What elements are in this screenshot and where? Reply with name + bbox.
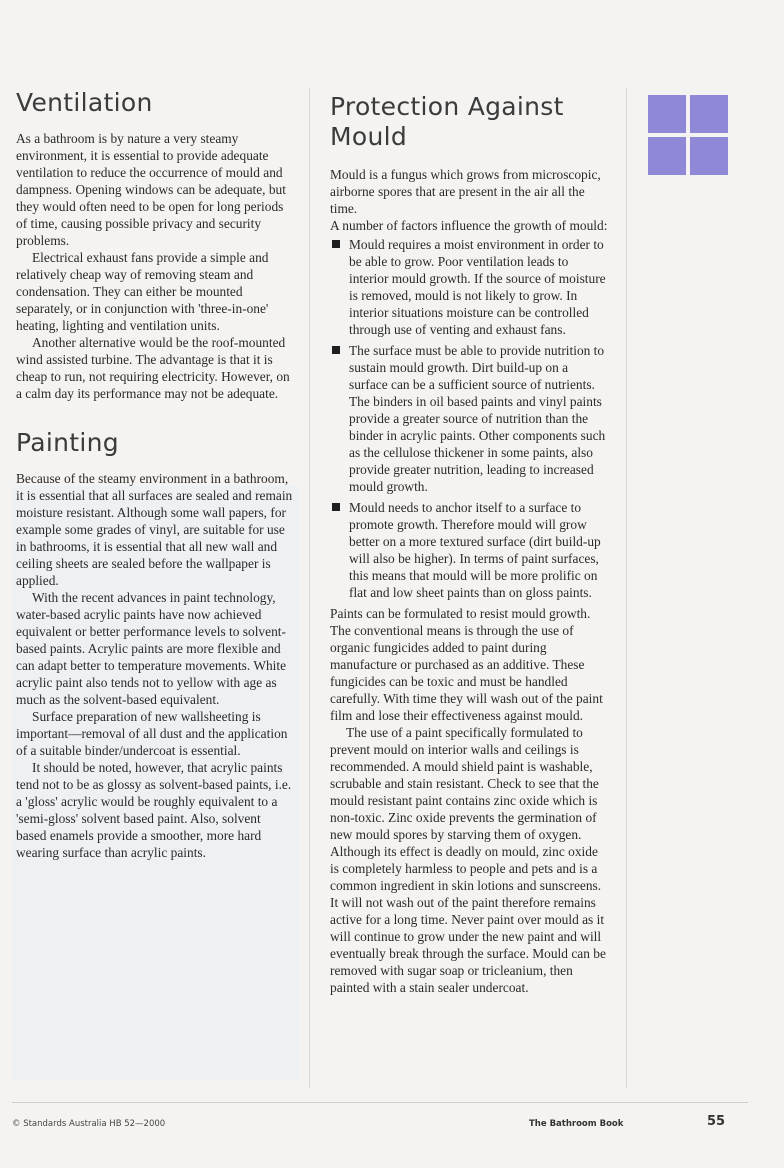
- list-item: Mould needs to anchor itself to a surface to promote growth. Therefore mould will grow better on a more textured surface (dirt build-up will also be higher). In terms of paint surfaces, this means that mould will be more prolific on flat and low sheet paints than on gloss paints.: [330, 499, 608, 601]
- tile-square: [648, 95, 686, 133]
- painting-paragraph: With the recent advances in paint technology, water-based acrylic paints have now achieved equivalent or better performance levels to solvent-based paints. Acrylic paints are more flexible and can adapt better to temperature movements. White acrylic paint also tends not to yellow with age as much as the solvent-based equivalent.: [16, 590, 287, 707]
- painting-paragraph: Surface preparation of new wallsheeting is important—removal of all dust and the application of a suitable binder/undercoat is essential.: [16, 709, 288, 758]
- list-item: Mould requires a moist environment in order to be able to grow. Poor ventilation leads to interior mould growth. If the source of moisture is removed, mould is not likely to grow. In interior situations moisture can be controlled through use of venting and exhaust fans.: [330, 236, 608, 338]
- mould-heading: Protection Against Mould: [330, 92, 564, 151]
- ventilation-paragraph: Electrical exhaust fans provide a simple and relatively cheap way of removing steam and condensation. They can either be mounted separately, or in conjunction with 'three-in-one' heating, lighting and ventilation units.: [16, 250, 269, 333]
- decorative-tile-logo: [648, 95, 728, 175]
- painting-paragraph: It should be noted, however, that acrylic paints tend not to be as glossy as solvent-based paints, i.e. a 'gloss' acrylic would be roughly equivalent to a 'semi-gloss' solvent based paint. Also, solvent based enamels provide a smoother, more hard wearing surface than acrylic paints.: [16, 760, 292, 860]
- painting-heading: Painting: [16, 428, 119, 457]
- margin-divider: [626, 88, 627, 1088]
- painting-paragraph: Because of the steamy environment in a bathroom, it is essential that all surfaces are sealed and remain moisture resistant. Although some wall papers, for example some grades of vinyl, are suitable for use in bathrooms, it is essential that all new wall and ceiling sheets are sealed before the wallpaper is applied.: [16, 471, 293, 588]
- left-column: [16, 88, 294, 861]
- right-column: [330, 92, 608, 996]
- tile-square: [648, 137, 686, 175]
- footer-copyright: © Standards Australia HB 52—2000: [12, 1119, 166, 1129]
- footer-divider: [12, 1102, 748, 1103]
- tile-square: [690, 95, 728, 133]
- ventilation-heading: Ventilation: [16, 88, 153, 117]
- list-item: The surface must be able to provide nutrition to sustain mould growth. Dirt build-up on a surface can be a sufficient source of nutrients. The binders in oil based paints and vinyl paints provide a greater source of nutrition than the binder in acrylic paints. Other components such as the cellulose thickener in some paints, also provide greater nutrition, leading to increased mould growth.: [330, 342, 608, 495]
- mould-paragraph: Paints can be formulated to resist mould growth. The conventional means is through the use of organic fungicides added to paint during manufacture or purchased as an additive. These fungicides can be toxic and must be handled carefully. With time they will wash out of the paint film and lose their effectiveness against mould.: [330, 606, 603, 723]
- ventilation-paragraph: Another alternative would be the roof-mounted wind assisted turbine. The advantage is that it is cheap to run, not requiring electricity. However, on a calm day its performance may not be adequate.: [16, 335, 290, 401]
- tile-square: [690, 137, 728, 175]
- ventilation-paragraph: As a bathroom is by nature a very steamy environment, it is essential to provide adequate ventilation to reduce the occurrence of mould and dampness. Opening windows can be adequate, but they would often need to be open for long periods of time, causing possible privacy and security problems.: [16, 131, 286, 248]
- page-number: 55: [707, 1114, 726, 1129]
- mould-paragraph: The use of a paint specifically formulated to prevent mould on interior walls and ceilings is recommended. A mould shield paint is washable, scrubable and stain resistant. Check to see that the mould resistant paint contains zinc oxide which is non-toxic. Zinc oxide prevents the germination of new mould spores by starving them of oxygen. Although its effect is deadly on mould, zinc oxide is completely harmless to people and pets and is a common ingredient in skin lotions and sunscreens. It will not wash out of the paint therefore remains active for a long time. Never paint over mould as it will continue to grow under the new paint and will eventually break through the surface. Mould can be removed with sugar soap or tricleanium, then painted with a stain sealer undercoat.: [330, 725, 606, 995]
- column-divider: [309, 88, 310, 1088]
- mould-intro-paragraph: Mould is a fungus which grows from microscopic, airborne spores that are present in the air all the time.: [330, 167, 601, 216]
- mould-factor-list: [330, 236, 608, 601]
- mould-intro-paragraph: A number of factors influence the growth of mould:: [330, 218, 608, 233]
- footer-book-title: The Bathroom Book: [529, 1119, 624, 1129]
